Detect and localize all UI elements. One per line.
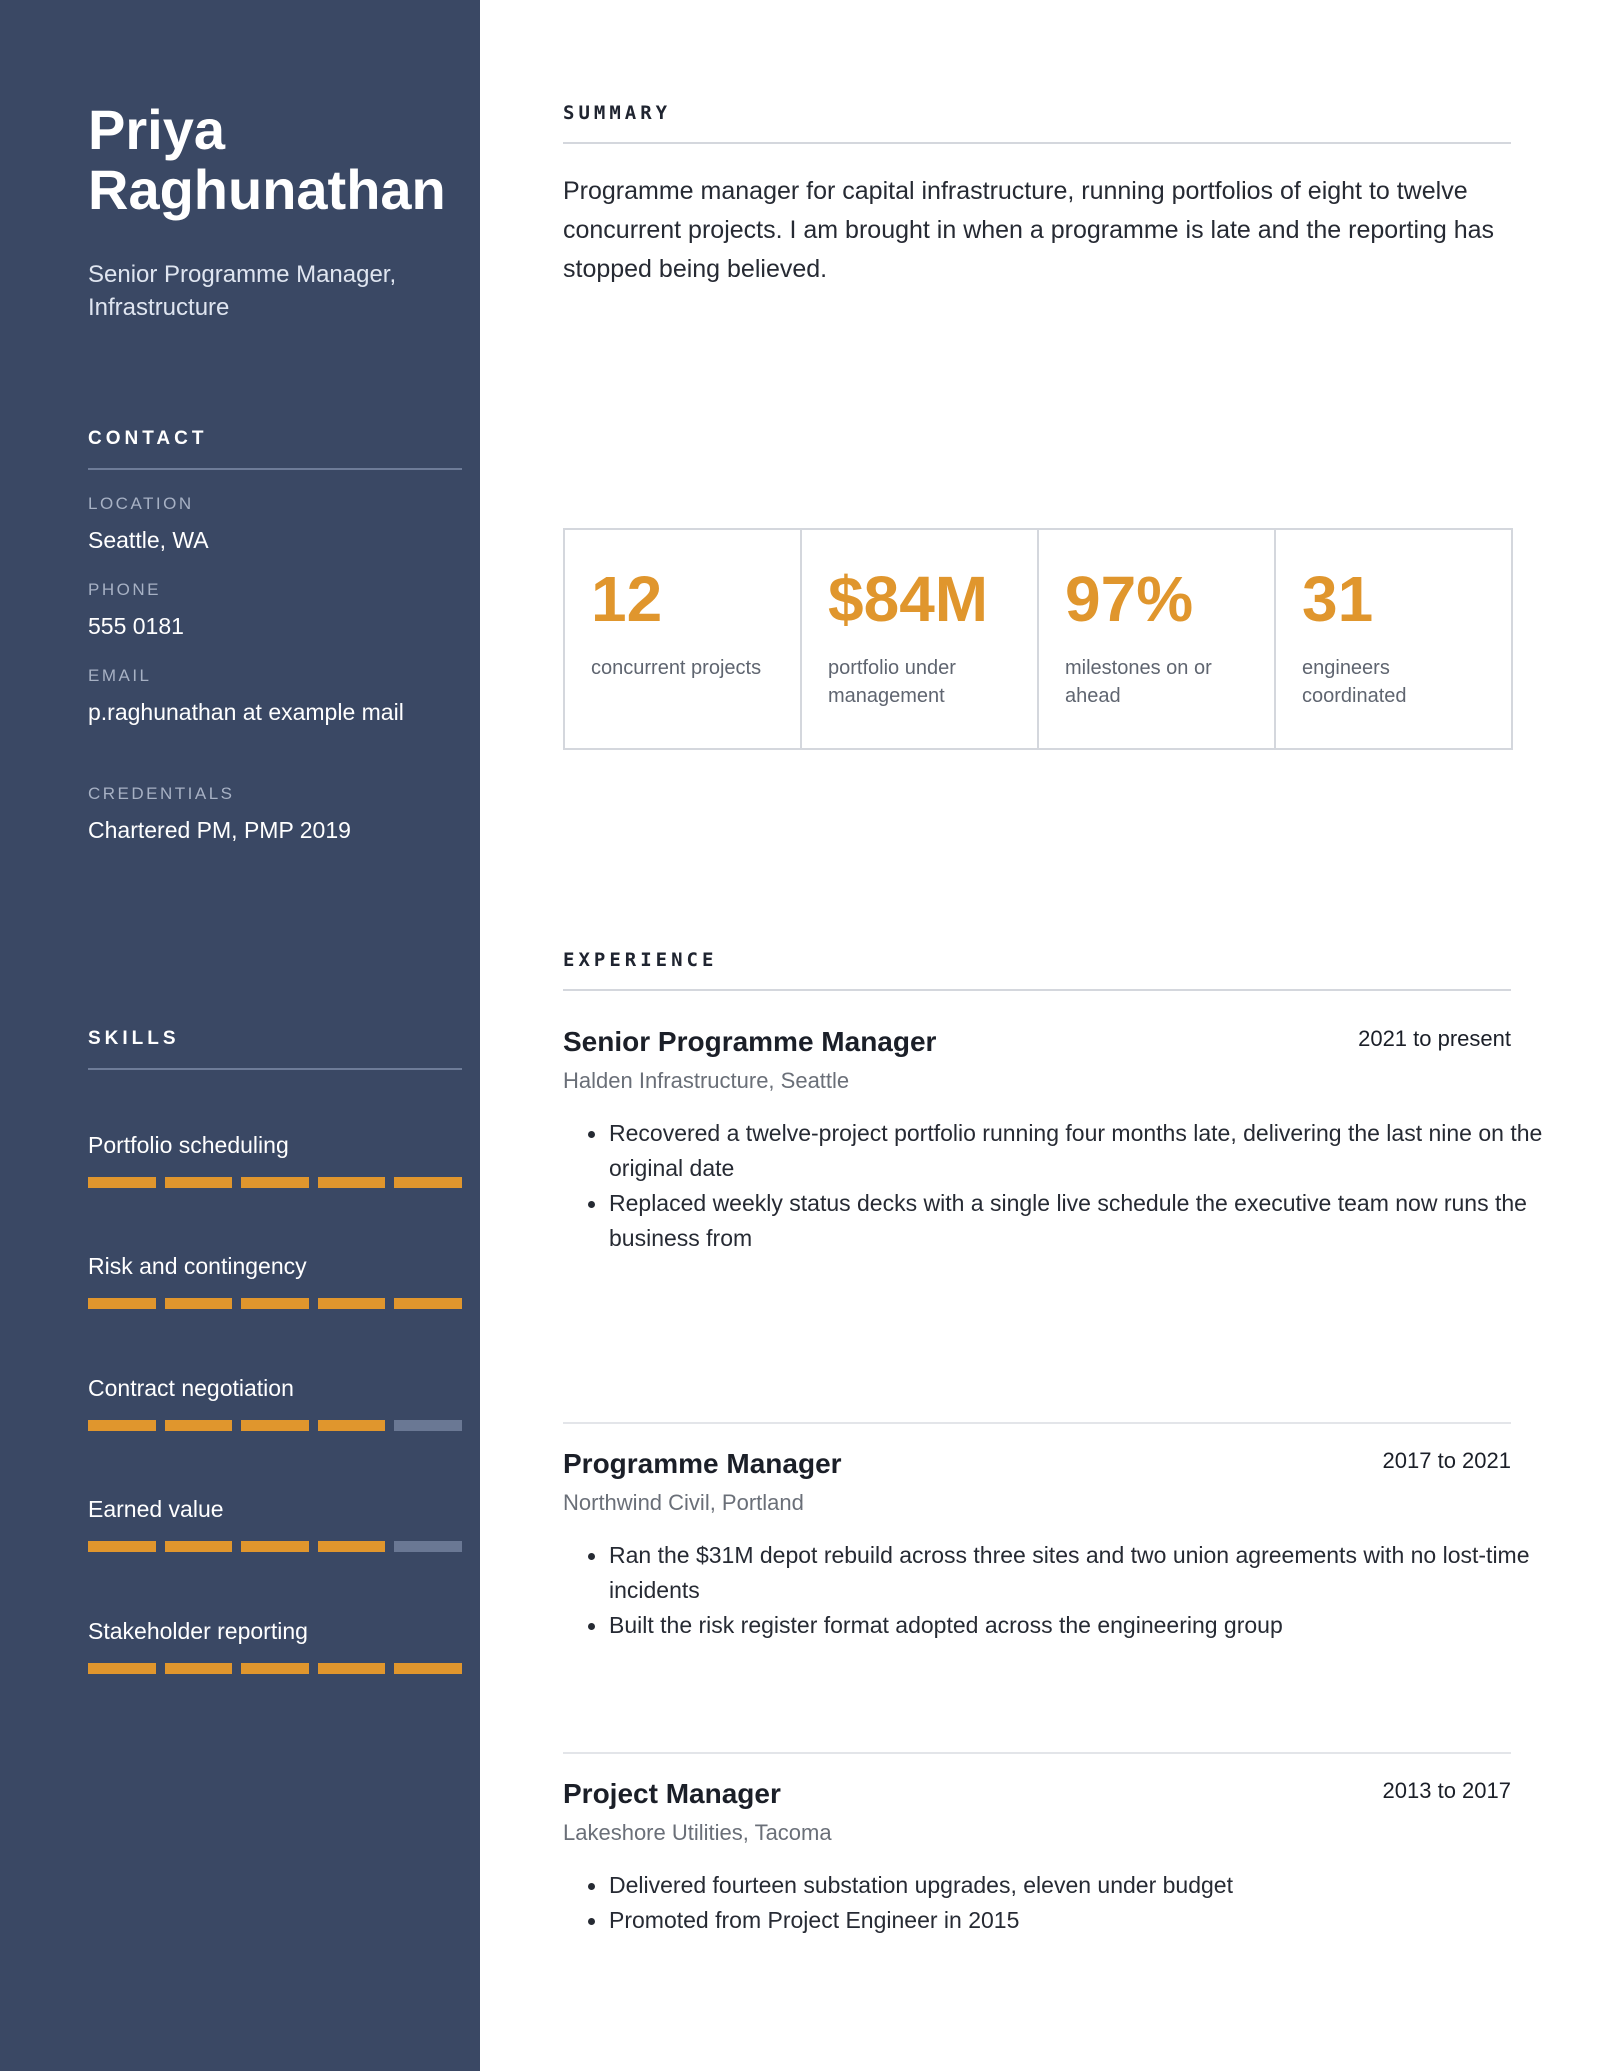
name-last: Raghunathan: [88, 158, 446, 221]
stat-label: milestones on or ahead: [1065, 657, 1212, 707]
skill-name: Contract negotiation: [88, 1375, 294, 1401]
job-entry: [563, 1752, 1511, 1938]
experience-heading: EXPERIENCE: [563, 949, 1511, 991]
skill-segment-empty: [394, 1420, 462, 1431]
job-header: [563, 1026, 1511, 1066]
skill-item: [88, 1618, 462, 1674]
skill-segment-filled: [318, 1298, 386, 1309]
skill-name: Earned value: [88, 1496, 224, 1522]
skills-heading: SKILLS: [88, 1028, 462, 1070]
job-header: [563, 1448, 1511, 1488]
title-line-2: Infrastructure: [88, 294, 230, 321]
job-dates: 2013 to 2017: [1382, 1778, 1511, 1803]
stat-value: 97%: [1065, 563, 1194, 635]
credentials-label: CREDENTIALS: [88, 784, 235, 803]
job-bullets: [563, 1538, 1569, 1643]
stat-label: portfolio under management: [828, 657, 956, 707]
job-title: Project Manager: [563, 1778, 781, 1809]
job-title: Programme Manager: [563, 1448, 842, 1479]
skill-level-bar: [88, 1177, 462, 1188]
credentials-value: Chartered PM, PMP 2019: [88, 817, 351, 843]
job-entry: [563, 1422, 1530, 1643]
summary-text: Programme manager for capital infrastructure, running portfolios of eight to twelve concurrent projects. I am brought in when a programme is late and the reporting has stopped being believed.: [563, 177, 1495, 283]
skill-segment-empty: [394, 1541, 462, 1552]
job-bullet: Ran the $31M depot rebuild across three sites and two union agreements with no lost-time incidents: [609, 1538, 1569, 1608]
skill-level-bar: [88, 1420, 462, 1431]
job-bullet: Built the risk register format adopted across the engineering group: [609, 1608, 1569, 1643]
skill-segment-filled: [88, 1541, 156, 1552]
skill-segment-filled: [318, 1663, 386, 1674]
job-company: Lakeshore Utilities, Tacoma: [563, 1820, 832, 1845]
email-value: p.raghunathan at example mail: [88, 699, 404, 725]
stat-label: concurrent projects: [591, 657, 762, 679]
job-title: Senior Programme Manager: [563, 1026, 937, 1057]
phone-label: PHONE: [88, 580, 161, 599]
job-bullet: Replaced weekly status decks with a single live schedule the executive team now runs the business from: [609, 1186, 1569, 1256]
job-company: Northwind Civil, Portland: [563, 1490, 804, 1515]
email-label: EMAIL: [88, 666, 152, 685]
job-dates: 2021 to present: [1358, 1026, 1511, 1051]
stat-cell: [1276, 530, 1511, 748]
skill-item: [88, 1132, 462, 1188]
sidebar: [0, 0, 480, 2071]
skill-name: Risk and contingency: [88, 1253, 307, 1279]
skill-segment-filled: [394, 1177, 462, 1188]
job-title-subtitle: [88, 258, 462, 324]
skill-segment-filled: [241, 1663, 309, 1674]
skill-segment-filled: [88, 1177, 156, 1188]
skill-segment-filled: [165, 1177, 233, 1188]
skill-level-bar: [88, 1541, 462, 1552]
stat-cell: [1039, 530, 1276, 748]
job-dates: 2017 to 2021: [1382, 1448, 1511, 1473]
stats-panel: [563, 528, 1513, 750]
skill-segment-filled: [318, 1420, 386, 1431]
job-bullet: Recovered a twelve-project portfolio running four months late, delivering the last nine on the original date: [609, 1116, 1569, 1186]
skill-level-bar: [88, 1663, 462, 1674]
contact-heading: CONTACT: [88, 428, 462, 470]
skill-segment-filled: [241, 1298, 309, 1309]
skill-item: [88, 1253, 462, 1309]
skill-segment-filled: [318, 1541, 386, 1552]
skill-segment-filled: [165, 1298, 233, 1309]
stat-value: 31: [1302, 563, 1374, 635]
job-header: [563, 1778, 1511, 1818]
skill-segment-filled: [165, 1420, 233, 1431]
skill-name: Portfolio scheduling: [88, 1132, 289, 1158]
skill-segment-filled: [165, 1541, 233, 1552]
summary-heading: SUMMARY: [563, 102, 1511, 144]
stat-cell: [802, 530, 1039, 748]
skill-segment-filled: [394, 1298, 462, 1309]
skill-segment-filled: [241, 1177, 309, 1188]
skill-item: [88, 1375, 462, 1431]
person-name: [88, 100, 462, 220]
skill-segment-filled: [88, 1298, 156, 1309]
skill-segment-filled: [241, 1420, 309, 1431]
job-bullets: [563, 1868, 1569, 1938]
job-entry: [563, 1026, 1543, 1256]
skill-segment-filled: [318, 1177, 386, 1188]
skill-segment-filled: [394, 1663, 462, 1674]
location-label: LOCATION: [88, 494, 194, 513]
phone-value: 555 0181: [88, 613, 184, 639]
name-first: Priya: [88, 98, 225, 161]
skill-segment-filled: [88, 1663, 156, 1674]
skill-segment-filled: [88, 1420, 156, 1431]
stat-cell: [565, 530, 802, 748]
location-value: Seattle, WA: [88, 527, 209, 553]
skill-segment-filled: [165, 1663, 233, 1674]
stat-value: $84M: [828, 563, 989, 635]
skill-segment-filled: [241, 1541, 309, 1552]
job-bullet: Delivered fourteen substation upgrades, eleven under budget: [609, 1868, 1569, 1903]
title-line-1: Senior Programme Manager,: [88, 261, 397, 288]
stat-value: 12: [591, 563, 663, 635]
skill-level-bar: [88, 1298, 462, 1309]
job-bullet: Promoted from Project Engineer in 2015: [609, 1903, 1569, 1938]
job-bullets: [563, 1116, 1569, 1256]
job-company: Halden Infrastructure, Seattle: [563, 1068, 850, 1093]
stat-label: engineers coordinated: [1302, 657, 1407, 707]
skill-item: [88, 1496, 462, 1552]
skill-name: Stakeholder reporting: [88, 1618, 308, 1644]
